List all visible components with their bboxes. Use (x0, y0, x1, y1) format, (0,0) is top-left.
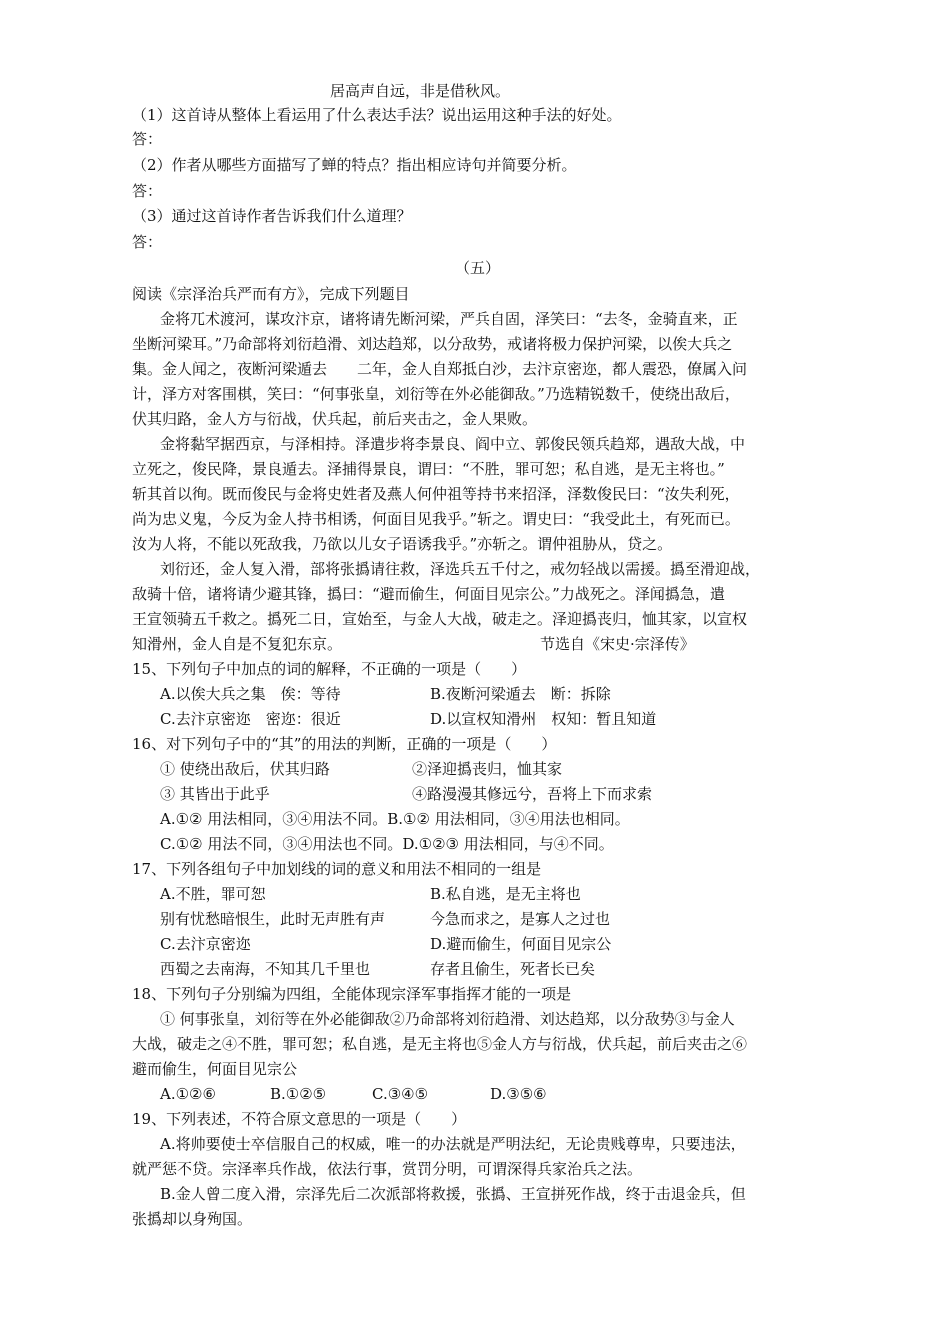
option-d-pair: 存者且偷生，死者长已矣 (430, 960, 596, 978)
passage-line: 立死之，俊民降，景良遁去。泽捕得景良，谓曰：“不胜，罪可恕；私自逃，是无主将也。” (132, 460, 725, 478)
option-d: D.避而偷生，何面目见宗公 (430, 935, 612, 953)
passage-line: 王宣领骑五千救之。撝死二日，宣始至，与金人大战，破走之。泽迎撝丧归，恤其家，以宣权 (132, 610, 748, 628)
option-a: A.不胜，罪可恕 (160, 885, 266, 903)
sentence-2: ②泽迎撝丧归，恤其家 (412, 760, 563, 778)
passage-line: 伏其归路，金人方与衍战，伏兵起，前后夹击之，金人果败。 (132, 410, 538, 428)
option-c-pair: 西蜀之去南海，不知其几千里也 (160, 960, 371, 978)
answer-label: 答： (132, 130, 163, 148)
option-b: B.夜断河梁遁去 断：拆除 (430, 685, 611, 703)
passage-line: 坐断河梁耳。”乃命部将刘衍趋滑、刘达趋郑，以分敌势，戒诸将极力保护河梁，以俟大兵之 (132, 335, 733, 353)
option-b-pair: 今急而求之，是寡人之过也 (430, 910, 611, 928)
question-1: （1）这首诗从整体上看运用了什么表达手法？说出运用这种手法的好处。 (132, 106, 622, 124)
option-a: A.①②⑥ (160, 1085, 216, 1103)
option-b: B.①②⑤ (270, 1085, 327, 1103)
sentence-3: ③ 其皆出于此乎 (160, 785, 270, 803)
passage-line: 集。金人闻之，夜断河梁遁去 二年，金人自郑抵白沙，去汴京密迩，都人震恐，僚属入问 (132, 360, 748, 378)
option-a: A.将帅要使士卒信服自己的权威，唯一的办法就是严明法纪，无论贵贱尊卑，只要违法， (160, 1135, 746, 1153)
question-18-line: 避而偷生，何面目见宗公 (132, 1060, 298, 1078)
answer-label: 答： (132, 182, 163, 200)
passage-line: 金将黏罕据西京，与泽相持。泽遣步将李景良、阎中立、郭俊民领兵趋郑，遇敌大战，中 (160, 435, 746, 453)
question-19-stem: 19、下列表述，不符合原文意思的一项是（ ） (132, 1110, 467, 1128)
passage-line: 计，泽方对客围棋，笑曰：“何事张皇，刘衍等在外必能御敌。”乃选精锐数千，使绕出敌后， (132, 385, 740, 403)
passage-line: 斩其首以徇。既而俊民与金将史姓者及燕人何仲祖等持书来招泽，泽数俊民曰：“汝失利死， (132, 485, 740, 503)
poem-last-line: 居高声自远，非是借秋风。 (330, 82, 511, 100)
question-16-stem: 16、对下列句子中的“其”的用法的判断，正确的一项是（ ） (132, 735, 557, 753)
question-3: （3）通过这首诗作者告诉我们什么道理？ (132, 207, 412, 225)
option-b: B.金人曾二度入滑，宗泽先后二次派部将救援，张撝、王宣拼死作战，终于击退金兵，但 (160, 1185, 746, 1203)
option-c: C.去汴京密迩 (160, 935, 251, 953)
option-a: A.以俟大兵之集 俟：等待 (160, 685, 341, 703)
passage-source: 节选自《宋史·宗泽传》 (540, 635, 695, 653)
options-cd: C.①② 用法不同，③④用法也不同。D.①②③ 用法相同，与④不同。 (160, 835, 614, 853)
option-d: D.以宣权知滑州 权知：暂且知道 (430, 710, 657, 728)
options-ab: A.①② 用法相同，③④用法不同。B.①② 用法相同，③④用法也相同。 (160, 810, 630, 828)
passage-line: 尚为忠义鬼，今反为金人持书相诱，何面目见我乎。”斩之。谓史曰：“我受此土，有死而已。 (132, 510, 740, 528)
question-18-stem: 18、下列句子分别编为四组，全能体现宗泽军事指挥才能的一项是 (132, 985, 572, 1003)
option-b-cont: 张撝却以身殉国。 (132, 1210, 253, 1228)
question-18-line: 大战，破走之④不胜，罪可恕；私自逃，是无主将也⑤金人方与衍战，伏兵起，前后夹击之⑥ (132, 1035, 748, 1053)
option-c: C.去汴京密迩 密迩：很近 (160, 710, 341, 728)
option-b: B.私自逃，是无主将也 (430, 885, 581, 903)
sentence-1: ① 使绕出敌后，伏其归路 (160, 760, 330, 778)
question-2: （2）作者从哪些方面描写了蝉的特点？指出相应诗句并简要分析。 (132, 156, 577, 174)
question-15-stem: 15、下列句子中加点的词的解释，不正确的一项是（ ） (132, 660, 527, 678)
passage-line: 汝为人将，不能以死敌我，乃欲以儿女子语诱我乎。”亦斩之。谓仲祖胁从，贷之。 (132, 535, 673, 553)
reading-instruction: 阅读《宗泽治兵严而有方》，完成下列题目 (132, 285, 410, 303)
passage-line: 敌骑十倍，诸将请少避其锋，撝曰：“避而偷生，何面目见宗公。”力战死之。泽闻撝急，遣 (132, 585, 725, 603)
question-17-stem: 17、下列各组句子中加划线的词的意义和用法不相同的一组是 (132, 860, 542, 878)
sentence-4: ④路漫漫其修远兮，吾将上下而求索 (412, 785, 653, 803)
section-title: （五） (455, 259, 501, 277)
option-a-pair: 别有忧愁暗恨生，此时无声胜有声 (160, 910, 386, 928)
option-a-cont: 就严惩不贷。宗泽率兵作战，依法行事，赏罚分明，可谓深得兵家治兵之法。 (132, 1160, 643, 1178)
passage-line: 金将兀术渡河，谋攻汴京，诸将请先断河梁，严兵自固，泽笑曰：“去冬，金骑直来，正 (160, 310, 738, 328)
question-18-line: ① 何事张皇，刘衍等在外必能御敌②乃命部将刘衍趋滑、刘达趋郑，以分敌势③与金人 (160, 1010, 735, 1028)
option-c: C.③④⑤ (372, 1085, 429, 1103)
passage-line: 知滑州，金人自是不复犯东京。 (132, 635, 343, 653)
passage-line: 刘衍还，金人复入滑，部将张撝请往救，泽选兵五千付之，戒勿轻战以需援。撝至滑迎战， (160, 560, 761, 578)
answer-label: 答： (132, 233, 163, 251)
option-d: D.③⑤⑥ (490, 1085, 547, 1103)
